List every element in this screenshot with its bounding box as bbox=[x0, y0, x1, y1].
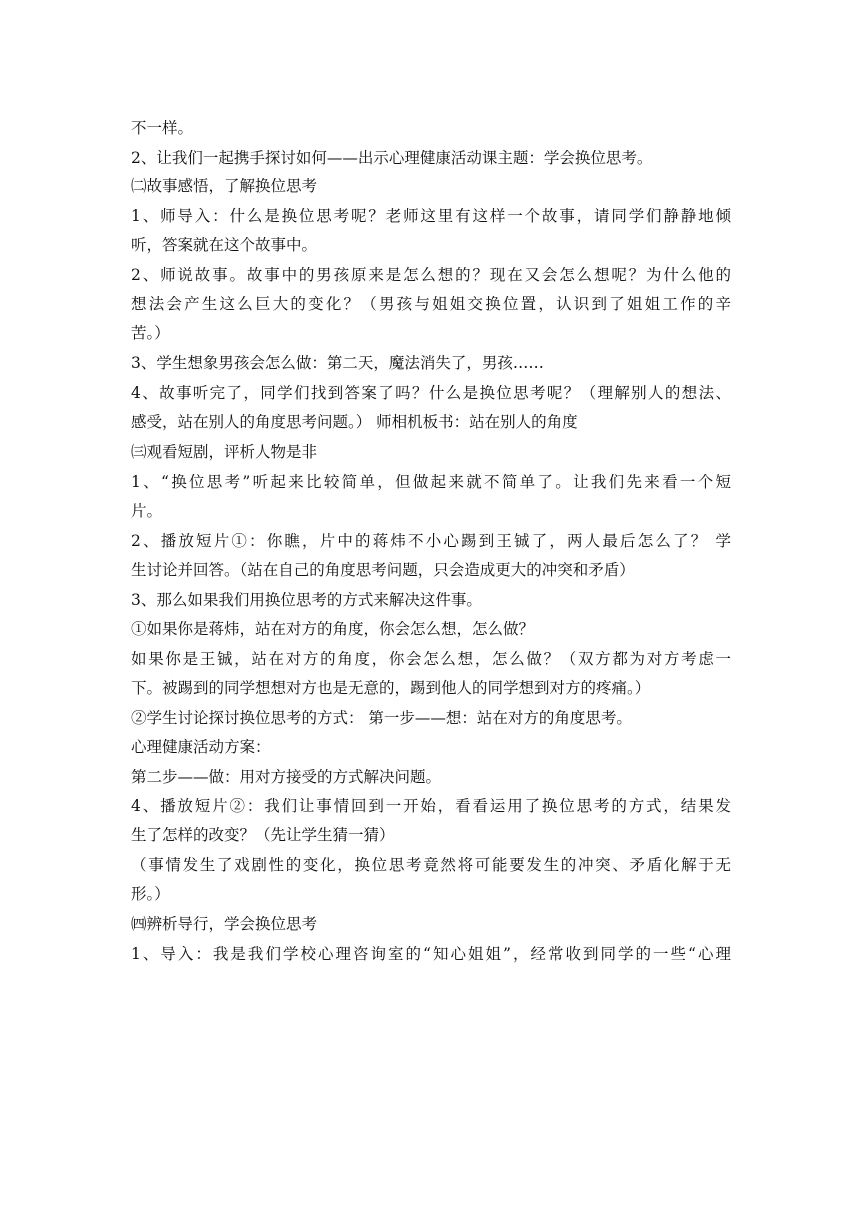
text-line: 2、师说故事。故事中的男孩原来是怎么想的？现在又会怎么想呢？为什么他的 bbox=[131, 266, 731, 284]
text-line: 不一样。 bbox=[131, 119, 194, 137]
text-line: 想法会产生这么巨大的变化？（男孩与姐姐交换位置，认识到了姐姐工作的辛 bbox=[131, 295, 731, 313]
text-line: 3、那么如果我们用换位思考的方式来解决这件事。 bbox=[131, 591, 482, 609]
text-line: （事情发生了戏剧性的变化，换位思考竟然将可能要发生的冲突、矛盾化解于无 bbox=[131, 856, 731, 874]
text-line: 4、故事听完了，同学们找到答案了吗？什么是换位思考呢？（理解别人的想法、 bbox=[131, 384, 731, 402]
text-line: ㈢观看短剧，评析人物是非 bbox=[131, 443, 318, 461]
text-line: 生讨论并回答。（站在自己的角度思考问题，只会造成更大的冲突和矛盾） bbox=[131, 561, 635, 579]
text-line: ②学生讨论探讨换位思考的方式： 第一步——想：站在对方的角度思考。 bbox=[131, 709, 632, 727]
text-line: 如果你是王铖，站在对方的角度，你会怎么想，怎么做？（双方都为对方考虑一 bbox=[131, 650, 731, 668]
text-line: 2、播放短片①：你瞧，片中的蒋炜不小心踢到王铖了，两人最后怎么了？ 学 bbox=[131, 532, 731, 550]
text-line: 1、“换位思考”听起来比较简单，但做起来就不简单了。让我们先来看一个短 bbox=[131, 473, 731, 491]
text-line: 形。） bbox=[131, 885, 170, 903]
text-line: 心理健康活动方案： bbox=[131, 738, 271, 756]
text-line: ㈣辨析导行，学会换位思考 bbox=[131, 915, 318, 933]
text-line: 苦。） bbox=[131, 324, 170, 342]
text-line: ㈡故事感悟，了解换位思考 bbox=[131, 177, 318, 195]
text-line: 生了怎样的改变？（先让学生猜一猜） bbox=[131, 826, 395, 844]
text-line: 听，答案就在这个故事中。 bbox=[131, 236, 318, 254]
text-line: 下。被踢到的同学想想对方也是无意的，踢到他人的同学想到对方的疼痛。） bbox=[131, 679, 651, 697]
text-line: ①如果你是蒋炜，站在对方的角度，你会怎么想，怎么做？ bbox=[131, 620, 535, 638]
text-line: 1、导入：我是我们学校心理咨询室的“知心姐姐”，经常收到同学的一些“心理 bbox=[131, 945, 731, 963]
text-line: 1、师导入：什么是换位思考呢？老师这里有这样一个故事，请同学们静静地倾 bbox=[131, 207, 731, 225]
text-line: 片。 bbox=[131, 502, 163, 520]
text-line: 第二步——做：用对方接受的方式解决问题。 bbox=[131, 768, 442, 786]
text-line: 2、让我们一起携手探讨如何——出示心理健康活动课主题：学会换位思考。 bbox=[131, 149, 653, 167]
text-line: 3、学生想象男孩会怎么做：第二天，魔法消失了，男孩…… bbox=[131, 354, 544, 372]
text-line: 感受，站在别人的角度思考问题。） 师相机板书：站在别人的角度 bbox=[131, 413, 578, 431]
text-line: 4、播放短片②：我们让事情回到一开始，看看运用了换位思考的方式，结果发 bbox=[131, 797, 731, 815]
